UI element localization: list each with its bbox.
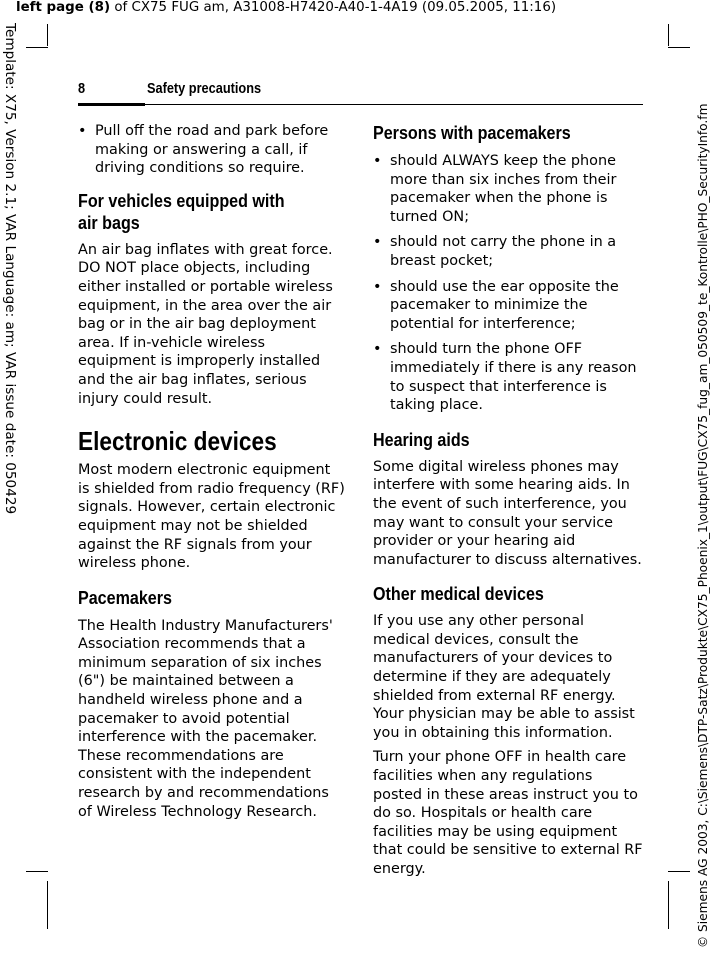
electronic-heading: Electronic devices xyxy=(78,426,277,457)
section-title: Safety precautions xyxy=(147,80,262,97)
persons-bullet: • should ALWAYS keep the phone more than six inches from their pacemaker when the phone is turned ON; xyxy=(373,152,645,226)
crop-mark-bl-h xyxy=(26,871,48,872)
persons-bullet: • should turn the phone OFF immediately if there is any reason to suspect that interference is taking place. xyxy=(373,340,645,414)
copyright-path-text: © Siemens AG 2003, C:\Siemens\DTP-Satz\Produkte\CX75_Phoenix_1\output\FUG\CX75_fug_am_050509_te_Kontrolle\PHO_SecurityInfo.fm xyxy=(696,103,710,948)
crop-mark-tl-v xyxy=(47,24,48,46)
print-job-info xyxy=(16,0,556,15)
header-bar xyxy=(78,103,145,106)
other-paragraph-1: If you use any other personal medical devices, consult the manufacturers of your devices to determine if they are adequately shielded from external RF energy. Your physician may be able to assist you in obtaining this information. xyxy=(373,613,635,741)
pacemakers-heading: Pacemakers xyxy=(78,586,172,608)
vehicles-heading xyxy=(78,190,311,234)
crop-mark-br-v xyxy=(668,881,669,929)
crop-mark-bl-v xyxy=(47,881,48,929)
other-heading: Other medical devices xyxy=(373,583,544,605)
crop-mark-br-h xyxy=(668,871,690,872)
crop-mark-tr-v xyxy=(668,24,669,46)
other-paragraph-2: Turn your phone OFF in health care facilities when any regulations posted in these areas instruct you to do so. Hospitals or health care facilities may be using equipment that could be sensitive to external RF energy. xyxy=(373,749,643,877)
crop-mark-tl-h xyxy=(26,47,48,48)
vehicles-paragraph: An air bag inflates with great force. DO NOT place objects, including either installed or portable wireless equipment, in the area over the air bag or in the air bag deployment area. If in-vehicle wireless equipment is improperly installed and the air bag inflates, serious injury could result. xyxy=(78,241,333,407)
left-column xyxy=(78,122,346,821)
driving-bullet: • Pull off the road and park before making or answering a call, if driving conditions so require. xyxy=(78,122,346,178)
pacemakers-paragraph: The Health Industry Manufacturers' Association recommends that a minimum separation of six inches (6") be maintained between a handheld wireless phone and a pacemaker to avoid potential interference with the pacemaker. These recommendations are consistent with the independent research by and recommendations of Wireless Technology Research. xyxy=(78,617,333,820)
vehicles-heading-line2: air bags xyxy=(78,211,140,233)
template-info xyxy=(2,23,18,563)
persons-bullet: • should use the ear opposite the pacemaker to minimize the potential for interference; xyxy=(373,278,645,334)
copyright-path xyxy=(696,58,712,948)
print-job-details: of CX75 FUG am, A31008-H7420-A40-1-4A19 (09.05.2005, 11:16) xyxy=(110,0,557,15)
page-number: 8 xyxy=(78,80,86,97)
persons-bullet: • should not carry the phone in a breast pocket; xyxy=(373,233,645,270)
print-job-page: left page (8) xyxy=(16,0,111,15)
crop-mark-tr-h xyxy=(668,47,690,48)
persons-heading: Persons with pacemakers xyxy=(373,122,571,143)
right-column xyxy=(373,122,645,879)
hearing-heading: Hearing aids xyxy=(373,428,470,450)
electronic-paragraph: Most modern electronic equipment is shielded from radio frequency (RF) signals. However, certain electronic equipment may not be shielded against the RF signals from your wireless phone. xyxy=(78,462,345,572)
header-rule xyxy=(145,104,643,105)
vehicles-heading-line1: For vehicles equipped with xyxy=(78,189,285,211)
hearing-paragraph: Some digital wireless phones may interfere with some hearing aids. In the event of such interference, you may want to consult your service provider or your hearing aid manufacturer to discuss alternatives. xyxy=(373,458,642,568)
template-info-text: Template: X75, Version 2.1; VAR Language: am; VAR issue date: 050429 xyxy=(2,23,18,515)
